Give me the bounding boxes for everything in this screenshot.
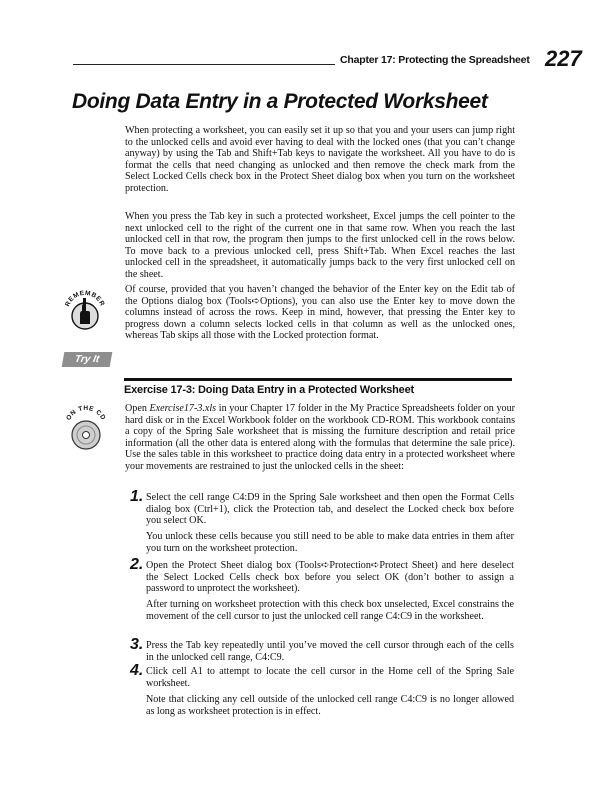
exercise-intro — [125, 403, 515, 473]
step-number: 3. — [130, 636, 144, 653]
page-number: 227 — [545, 46, 582, 71]
step-text: Open the Protect Sheet dialog box (Tools➪Protection➪Protect Sheet) and here deselect the Select Locked Cells check box before you select OK (don’t bother to assign a password to unprotect the worksheet). — [146, 560, 514, 595]
intro-file: Exercise17-3.xls — [149, 403, 217, 414]
paragraph-3: Of course, provided that you haven’t changed the behavior of the Enter key on the Edit tab of the Options dialog box (Tools➪Options), you can also use the Enter key to move down the columns instead of across the rows. Keep in mind, however, that pressing the Enter key to progress down a column selects locked cells in that column as well as the unlocked ones, whereas Tab skips all those with the Locked protection format. — [125, 284, 515, 342]
step-note: You unlock these cells because you still need to be able to make data entries in them after you turn on the worksheet protection. — [146, 531, 514, 554]
remember-label: REMEMBER — [64, 289, 106, 308]
cd-icon — [60, 402, 112, 454]
step-note: Note that clicking any cell outside of the unlocked cell range C4:C9 is no longer allowed as long as worksheet protection is in effect. — [146, 694, 514, 717]
step-number: 2. — [130, 556, 144, 573]
cd-label: ON THE CD — [65, 405, 107, 422]
intro-post: in your Chapter 17 folder in the My Practice Spreadsheets folder on your hard disk or in the Excel Workbook folder on the workbook CD-ROM. This workbook contains a copy of the Spring Sale worksheet that is missing the furniture description and retail price information (all the other data is entered along with the formulas that determine the sale price). Use the sales table in this worksheet to practice doing data entry in a protected worksheet where your movements are restrained to just the unlocked cells in the sheet: — [125, 403, 515, 472]
remember-icon — [60, 284, 110, 334]
paragraph-1: When protecting a worksheet, you can easily set it up so that you and your users can jump right to the unlocked cells and avoid ever having to deal with the locked ones (that you can’t change anyway) by using the Tab and Shift+Tab keys to navigate the worksheet. All you have to do is format the cells that need changing as unlocked and then remove the check mark from the Select Locked Cells check box in the Protect Sheet dialog box when you turn on the worksheet protection. — [125, 125, 515, 194]
paragraph-2: When you press the Tab key in such a protected worksheet, Excel jumps the cell pointer to the next unlocked cell to the right of the current one in that same row. When you reach the last unlocked cell in that row, the program then jumps to the first unlocked cell in the rows below. To move back to a previous unlocked cell, press Shift+Tab. When Excel reaches the last unlocked cell in the spreadsheet, it automatically jumps back to the very first unlocked cell on the sheet. — [125, 211, 515, 280]
svg-text:ON THE CD — [65, 405, 107, 422]
exercise-rule — [124, 378, 512, 381]
step-note: After turning on worksheet protection with this check box unselected, Excel constrains the movement of the cell cursor to just the unlocked cell range C4:C9 in the worksheet. — [146, 599, 514, 622]
exercise-title: Exercise 17-3: Doing Data Entry in a Protected Worksheet — [124, 384, 414, 396]
intro-pre: Open — [125, 403, 150, 414]
step-text: Press the Tab key repeatedly until you’ve moved the cell cursor through each of the cells in the unlocked cell range, C4:C9. — [146, 640, 514, 663]
step-text: Select the cell range C4:D9 in the Spring Sale worksheet and then open the Format Cells dialog box (Ctrl+1), click the Protection tab, and deselect the Locked check box before you select OK. — [146, 492, 514, 527]
step-number: 1. — [130, 488, 144, 505]
header-rule — [73, 64, 335, 65]
try-it-badge: Try It — [62, 352, 113, 367]
section-title: Doing Data Entry in a Protected Worksheet — [72, 90, 488, 113]
running-header: Chapter 17: Protecting the Spreadsheet — [340, 54, 530, 66]
step-text: Click cell A1 to attempt to locate the cell cursor in the Home cell of the Spring Sale worksheet. — [146, 666, 514, 689]
step-number: 4. — [130, 662, 144, 679]
